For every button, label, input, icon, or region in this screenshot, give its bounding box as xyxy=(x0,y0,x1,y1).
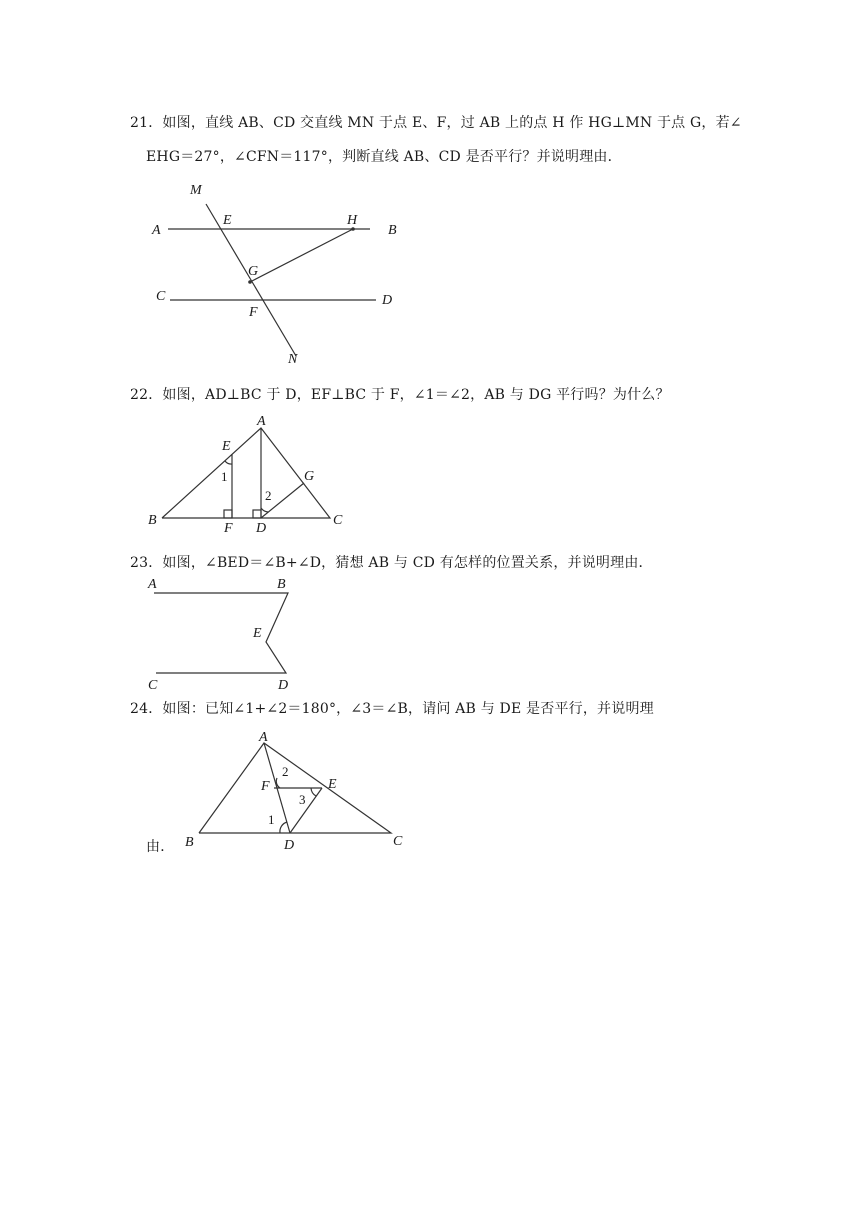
angle-1-arc xyxy=(280,822,287,833)
point-g xyxy=(248,280,252,284)
label-a: A xyxy=(148,577,157,592)
line-mn xyxy=(206,204,296,356)
label-c: C xyxy=(333,513,343,528)
label-h: H xyxy=(347,213,358,228)
label-b: B xyxy=(148,513,157,528)
label-a: A xyxy=(259,730,268,745)
q21-text-line2: EHG＝27°，∠CFN＝117°，判断直线 AB、CD 是否平行？并说明理由． xyxy=(146,149,622,165)
label-d: D xyxy=(382,293,393,308)
right-angle-d xyxy=(253,510,261,518)
label-c: C xyxy=(156,289,166,304)
q24-text-line2: 由． xyxy=(146,839,175,855)
label-angle-2: 2 xyxy=(265,488,272,503)
q24-figure xyxy=(180,726,416,852)
polyline-abedc xyxy=(154,593,288,673)
label-b: B xyxy=(185,835,194,850)
label-d: D xyxy=(284,838,295,853)
label-angle-2: 2 xyxy=(282,764,289,779)
angle-2-arc xyxy=(261,508,268,512)
q22-figure xyxy=(140,408,360,538)
q23-text-line1: 23．如图，∠BED＝∠B+∠D，猜想 AB 与 CD 有怎样的位置关系，并说明理由． xyxy=(130,555,653,571)
label-angle-1: 1 xyxy=(268,812,275,827)
label-angle-3: 3 xyxy=(299,792,306,807)
q22-text-line1: 22．如图，AD⊥BC 于 D，EF⊥BC 于 F，∠1＝∠2，AB 与 DG 平行吗？为什么？ xyxy=(130,387,670,403)
label-f: F xyxy=(224,521,233,536)
q24-text-line1: 24．如图：已知∠1+∠2＝180°，∠3＝∠B，请问 AB 与 DE 是否平行，并说明理 xyxy=(130,701,654,717)
label-e: E xyxy=(328,777,337,792)
segment-hg xyxy=(250,229,353,282)
q21-text-line1: 21．如图，直线 AB、CD 交直线 MN 于点 E、F，过 AB 上的点 H 作 HG⊥MN 于点 G，若∠ xyxy=(130,115,742,131)
label-angle-1: 1 xyxy=(221,469,228,484)
label-f: F xyxy=(261,779,270,794)
label-e: E xyxy=(223,213,232,228)
label-c: C xyxy=(393,834,403,849)
label-g: G xyxy=(248,264,259,279)
label-c: C xyxy=(148,678,158,693)
label-b: B xyxy=(277,577,286,592)
label-a: A xyxy=(257,414,266,429)
q23-figure xyxy=(140,574,310,692)
label-f: F xyxy=(249,305,258,320)
segment-de xyxy=(290,788,322,833)
label-d: D xyxy=(278,678,289,693)
q21-figure xyxy=(140,176,420,371)
angle-1-arc xyxy=(225,461,232,464)
label-e: E xyxy=(253,626,262,641)
label-b: B xyxy=(388,223,397,238)
label-d: D xyxy=(256,521,267,536)
angle-3-arc xyxy=(311,788,316,796)
right-angle-f xyxy=(224,510,232,518)
label-a: A xyxy=(152,223,161,238)
label-g: G xyxy=(304,469,315,484)
label-e: E xyxy=(222,439,231,454)
label-n: N xyxy=(288,352,298,367)
label-m: M xyxy=(190,183,202,198)
